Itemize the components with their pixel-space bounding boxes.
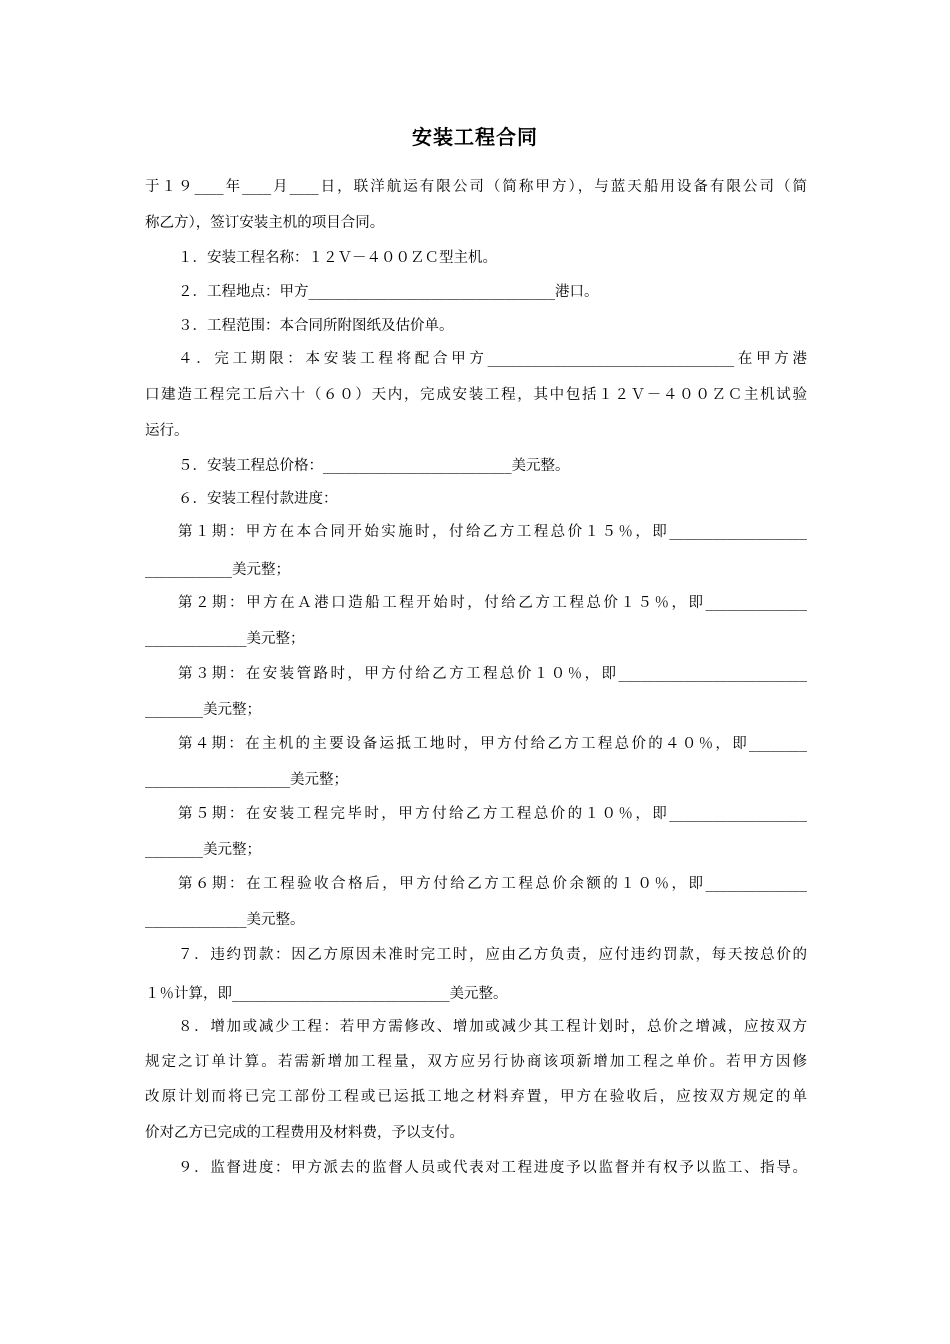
- paragraph-line: ６．安装工程付款进度：: [178, 491, 338, 507]
- payment-line: 第３期：在安装管路时，甲方付给乙方工程总价１０％，即__________________________: [178, 666, 807, 682]
- paragraph-line: ４．完工期限：本安装工程将配合甲方__________________________________在甲方港: [178, 351, 807, 367]
- paragraph-line: 规定之订单计算。若需新增加工程量，双方应另行协商该项新增加工程之单价。若甲方因修: [145, 1054, 807, 1070]
- paragraph-line: １％计算，即______________________________美元整。: [145, 986, 508, 1002]
- paragraph-line: ２．工程地点：甲方__________________________________港口。: [178, 284, 599, 300]
- payment-line: 第１期：甲方在本合同开始实施时，付给乙方工程总价１５％，即___________________: [178, 524, 807, 540]
- paragraph-line: 口建造工程完工后六十（６０）天内，完成安装工程，其中包括１２Ｖ－４００ＺＣ主机试验: [145, 387, 807, 403]
- paragraph-line: 于１９____年____月____日，联洋航运有限公司（简称甲方），与蓝天船用设备有限公司（简: [145, 179, 807, 195]
- payment-line: 第５期：在安装工程完毕时，甲方付给乙方工程总价的１０％，即___________________: [178, 806, 807, 822]
- payment-line: ____________________美元整；: [145, 772, 348, 788]
- paragraph-line: 称乙方），签订安装主机的项目合同。: [145, 215, 385, 231]
- payment-line: 第２期：甲方在Ａ港口造船工程开始时，付给乙方工程总价１５％，即______________: [178, 595, 807, 611]
- paragraph-line: ５．安装工程总价格：__________________________美元整。: [178, 458, 570, 474]
- paragraph-line: １．安装工程名称：１２Ｖ－４００ＺＣ型主机。: [178, 250, 497, 266]
- payment-line: ________美元整；: [145, 702, 261, 718]
- paragraph-line: ３．工程范围：本合同所附图纸及估价单。: [178, 318, 454, 334]
- paragraph-line: 价对乙方已完成的工程费用及材料费，予以支付。: [145, 1125, 464, 1141]
- payment-line: ________美元整；: [145, 842, 261, 858]
- paragraph-line: ７．违约罚款：因乙方原因未准时完工时，应由乙方负责，应付违约罚款，每天按总价的: [178, 947, 807, 963]
- payment-line: 第６期：在工程验收合格后，甲方付给乙方工程总价余额的１０％，即______________: [178, 876, 807, 892]
- payment-line: ______________美元整。: [145, 912, 305, 928]
- payment-line: ______________美元整；: [145, 631, 305, 647]
- payment-line: 第４期：在主机的主要设备运抵工地时，甲方付给乙方工程总价的４０％，即________: [178, 736, 807, 752]
- document-title: 安装工程合同: [412, 125, 538, 149]
- paragraph-line: ９．监督进度：甲方派去的监督人员或代表对工程进度予以监督并有权予以监工、指导。: [178, 1160, 807, 1176]
- paragraph-line: 改原计划而将已完工部份工程或已运抵工地之材料弃置，甲方在验收后，应按双方规定的单: [145, 1089, 807, 1105]
- paragraph-line: 运行。: [145, 423, 189, 439]
- payment-line: ____________美元整；: [145, 562, 290, 578]
- paragraph-line: ８．增加或减少工程：若甲方需修改、增加或减少其工程计划时，总价之增减，应按双方: [178, 1019, 807, 1035]
